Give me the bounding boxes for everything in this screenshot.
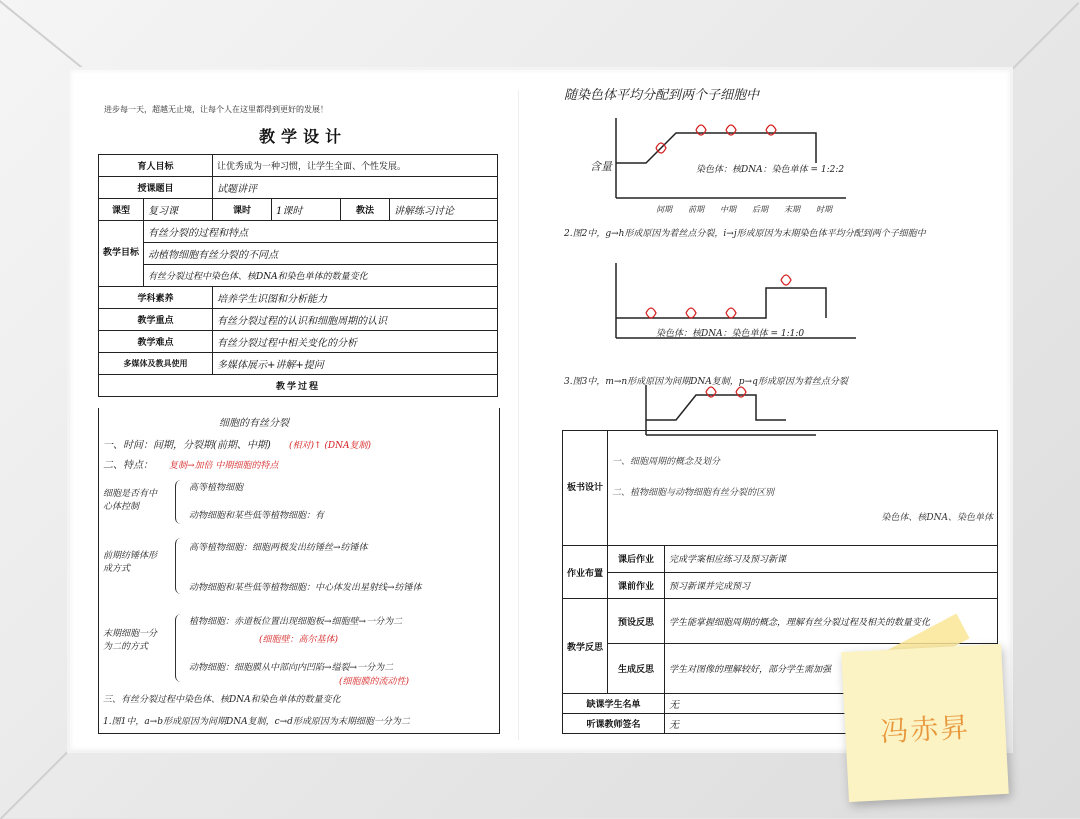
blackboard-line-1: 一、细胞周期的概念及划分 [612,456,721,467]
bracket-2 [175,538,184,594]
lesson-info-table [98,154,498,397]
sticky-note-name: 冯赤昇 [879,710,972,749]
generate-value: 学生对图像的理解较好，部分学生需加强 [665,644,998,694]
process-note-2: 二、特点： [103,460,153,471]
lesson-plan-left-page [88,90,519,740]
objective-line-2: 动植物细胞有丝分裂的不同点 [144,243,498,265]
graph-1-line [616,133,816,163]
process-note-1: 一、时间：间期，分裂期(前期、中期) [103,440,271,451]
graph-1-tick: 前期 [688,205,704,214]
type-value: 复习课 [144,199,213,221]
literacy-value: 培养学生识图和分析能力 [213,287,498,309]
goal-label: 育人目标 [99,155,213,177]
time-value: 1课时 [272,199,341,221]
process-area [98,408,500,734]
blackboard-line-3: 染色体、核DNA、染色单体 [881,512,993,523]
graph-1-tick: 间期 [656,205,672,214]
note-2: 2.图2中，g→h形成原因为着丝点分裂，i→j形成原因为末期染色体平均分配到两个子细胞中 [564,229,926,239]
topic-value: 试题讲评 [213,177,498,199]
process-note-3a: 高等植物细胞 [189,483,244,493]
graph-1-ratio: 染色体：核DNA：染色单体 = 1:2:2 [696,165,845,175]
homework-label: 作业布置 [563,546,608,599]
process-note-6: 三、有丝分裂过程中染色体、核DNA和染色单体的数量变化 [103,695,341,705]
process-note-5b-red: (细胞膜的流动性) [339,677,410,687]
graph-1-x-ticks [656,204,832,215]
absent-label: 缺课学生名单 [563,694,665,714]
topic-label: 授课题目 [99,177,213,199]
right-top-note: 随染色体平均分配到两个子细胞中 [564,88,760,103]
preset-value: 学生能掌握细胞周期的概念，理解有丝分裂过程及相关的数量变化 [665,599,998,644]
graph-1-chromosome-marks [656,125,776,153]
graph-1-tick: 时期 [816,205,832,214]
graph-2-chromosome-marks [646,275,791,318]
bracket-1 [175,480,184,524]
sticky-note [841,644,1009,802]
page-title: 教学设计 [258,127,347,146]
key-value: 有丝分裂过程的认识和细胞周期的认识 [213,309,498,331]
process-note-heading: 细胞的有丝分裂 [219,418,289,429]
method-value: 讲解练习讨论 [390,199,498,221]
key-label: 教学重点 [99,309,213,331]
difficult-label: 教学难点 [99,331,213,353]
blackboard-line-2: 二、植物细胞与动物细胞有丝分裂的区别 [612,487,775,498]
generate-label: 生成反思 [608,644,665,694]
slogan: 进步每一天，超越无止境，让每个人在这里都得到更好的发展！ [104,105,328,114]
process-note-5a-red: (细胞壁：高尔基体) [259,635,339,645]
listen-label: 听课教师签名 [563,714,665,734]
process-note-4a: 高等植物细胞：细胞两极发出纺锤丝→纺锤体 [189,543,368,553]
type-label: 课型 [99,199,144,221]
process-note-2-red: 复制→加倍 中期细胞的特点 [169,461,279,471]
graph-1-tick: 末期 [784,205,800,214]
process-note-5b: 动物细胞：细胞膜从中部向内凹陷→缢裂→一分为二 [189,663,394,673]
graph-1-tick: 中期 [720,205,736,214]
after-class-label: 课后作业 [608,546,665,573]
note-3: 3.图3中，m→n形成原因为间期DNA复制，p→q形成原因为着丝点分裂 [564,377,848,387]
blackboard-content [608,431,998,546]
media-label: 多媒体及教具使用 [99,353,213,375]
listen-value: 无 [665,714,998,734]
process-heading: 教学过程 [99,375,498,397]
objective-line-1: 有丝分裂的过程和特点 [144,221,498,243]
time-label: 课时 [213,199,272,221]
difficult-value: 有丝分裂过程中相关变化的分析 [213,331,498,353]
graph-1-tick: 后期 [752,205,768,214]
process-note-7: 1.图1中，a→b形成原因为间期DNA复制，c→d形成原因为末期细胞一分为二 [103,717,410,727]
graph-2-ratio: 染色体：核DNA：染色单体 = 1:1:0 [656,329,805,339]
goal-value: 让优秀成为一种习惯，让学生全面、个性发展。 [213,155,498,177]
process-note-3b: 动物细胞和某些低等植物细胞：有 [189,511,325,521]
graph-2-line [616,288,826,318]
process-note-3: 细胞是否有中心体控制 [103,489,158,512]
literacy-label: 学科素养 [99,287,213,309]
objective-label: 教学目标 [99,221,144,287]
process-note-1-red: (相对)↑ (DNA复制) [289,441,372,451]
teach-reflection-label: 教学反思 [563,599,608,694]
preset-label: 预设反思 [608,599,665,644]
objective-line-3: 有丝分裂过程中染色体、核DNA和染色单体的数量变化 [144,265,498,287]
before-class-label: 课前作业 [608,572,665,599]
graph-3-line [646,395,786,420]
process-note-5: 末期细胞一分为二的方式 [103,629,158,652]
absent-value: 无 [665,694,998,714]
method-label: 教法 [341,199,390,221]
graph-1-y-label: 含量 [590,160,612,173]
before-class-value: 预习新课并完成预习 [665,572,998,599]
media-value: 多媒体展示+讲解+提问 [213,353,498,375]
process-note-5a: 植物细胞：赤道板位置出现细胞板→细胞壁→一分为二 [189,617,403,627]
after-class-value: 完成学案相应练习及预习新课 [665,546,998,573]
blackboard-label: 板书设计 [563,431,608,546]
bracket-3 [175,614,184,682]
process-note-4: 前期纺锤体形成方式 [103,551,158,574]
process-note-4b: 动物细胞和某些低等植物细胞：中心体发出星射线→纺锤体 [189,583,422,593]
